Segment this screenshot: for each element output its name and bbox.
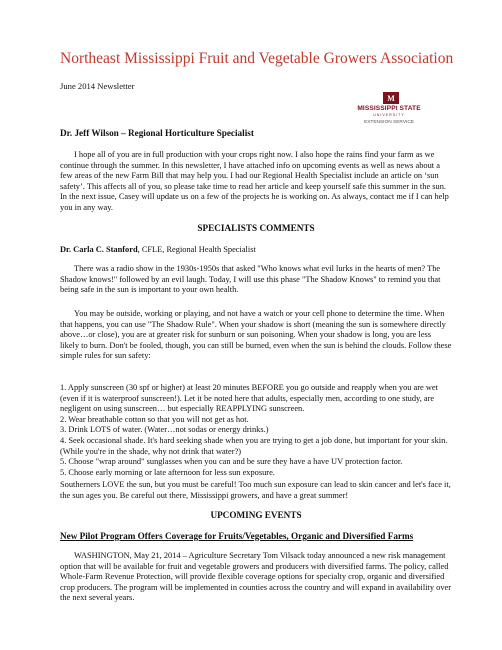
specialist-paragraph-1	[60, 264, 452, 296]
rule-item: 2. Wear breathable cotton so that you will not get as hot.	[60, 414, 249, 424]
rule-item: 1. Apply sunscreen (30 spf or higher) at least 20 minutes BEFORE you go outside and reapply when you are wet (even if it is waterproof sunscreen!). Let it be noted here that adults, especially men, according to one study, are negligent on using sunscreen… but especially REAPPLYING sunscreen.	[60, 383, 438, 414]
article-title: New Pilot Program Offers Coverage for Fruits/Vegetables, Organic and Diversified Farms	[60, 531, 414, 541]
logo-sub: UNIVERSITY	[373, 113, 405, 117]
specialist-author-name: Dr. Carla C. Stanford	[60, 245, 138, 254]
intro-paragraph	[60, 150, 452, 214]
msu-logo-icon	[383, 92, 399, 104]
rule-item: 4. Seek occasional shade. It's hard seeking shade when you are trying to get a job done, but important for your skin. (While you're in the shade, why not drink that water?)	[60, 435, 448, 456]
rule-item: 5. Choose early morning or late afternoon for less sun exposure.	[60, 467, 275, 477]
newsletter-title: Northeast Mississippi Fruit and Vegetable Growers Association	[60, 50, 454, 67]
logo-name: MISSISSIPPI STATE	[357, 105, 421, 112]
intro-author-title: – Regional Horticulture Specialist	[118, 128, 254, 138]
svg-text:M: M	[387, 94, 395, 103]
msu-extension-logo	[354, 92, 424, 132]
logo-extension: EXTENSION SERVICE	[363, 120, 415, 125]
rule-item: 3. Drink LOTS of water. (Water…not sodas or energy drinks.)	[60, 425, 269, 435]
intro-text: I hope all of you are in full production with your crops right now. I also hope the rains find your farm as we continue through the summer. In this newsletter, I have attached info on upcoming events as well as news about a few areas of the new Farm Bill that may help you. I had our Regional Health Specialist include an article on ‘sun safety’. This affects all of you, so please take time to read her article and keep yourself safe this summer in the sun. In the next issue, Casey will update us on a few of the projects he is working on. As always, contact me if I can help you in any way.	[60, 150, 449, 212]
specialist-author-title: , CFLE, Regional Health Specialist	[137, 245, 256, 254]
specialist-text-1: There was a radio show in the 1930s-1950s that asked "Who knows what evil lurks in the hearts of men? The Shadow knows!" followed by an evil laugh. Today, I will use this phase "The Shadow Knows" to remind you that being safe in the sun is important to your own health.	[60, 264, 441, 295]
specialist-text-2: You may be outside, working or playing, and not have a watch or your cell phone to determine the time. When that happens, you can use "The Shadow Rule". When your shadow is short (meaning the sun is somewhere directly above…or close), you are at greater risk for sunburn or sun poisoning. When your shadow is long, you are less likely to burn. Don't be fooled, though, you can still be burned, even when the sun is behind the clouds. Follow these simple rules for sun safety:	[60, 309, 452, 361]
closing-paragraph	[60, 480, 452, 501]
sun-safety-rules	[60, 383, 452, 478]
intro-author	[60, 128, 254, 138]
specialist-paragraph-2	[60, 309, 452, 362]
events-heading: UPCOMING EVENTS	[210, 510, 302, 520]
rule-item: 5. Choose "wrap around" sunglasses when you can and be sure they have a have UV protection factor.	[60, 457, 403, 467]
intro-author-name: Dr. Jeff Wilson	[60, 128, 119, 138]
specialist-author	[60, 245, 452, 256]
article-text: WASHINGTON, May 21, 2014 – Agriculture Secretary Tom Vilsack today announced a new risk management option that will be available for fruit and vegetable growers and producers with diversified farms. The policy, called Whole-Farm Revenue Protection, will provide flexible coverage options for specialty crop, organic and diversified crop producers. The program will be implemented in counties across the country and will expand in availability over the next several years.	[60, 551, 452, 603]
newsletter-date: June 2014 Newsletter	[60, 81, 135, 91]
closing-text: Southerners LOVE the sun, but you must be careful! Too much sun exposure can lead to skin cancer and let's face it, the sun ages you. Be careful out there, Mississippi growers, and have a great summer!	[60, 480, 451, 500]
specialists-heading: SPECIALISTS COMMENTS	[197, 223, 315, 233]
article-body	[60, 551, 452, 604]
